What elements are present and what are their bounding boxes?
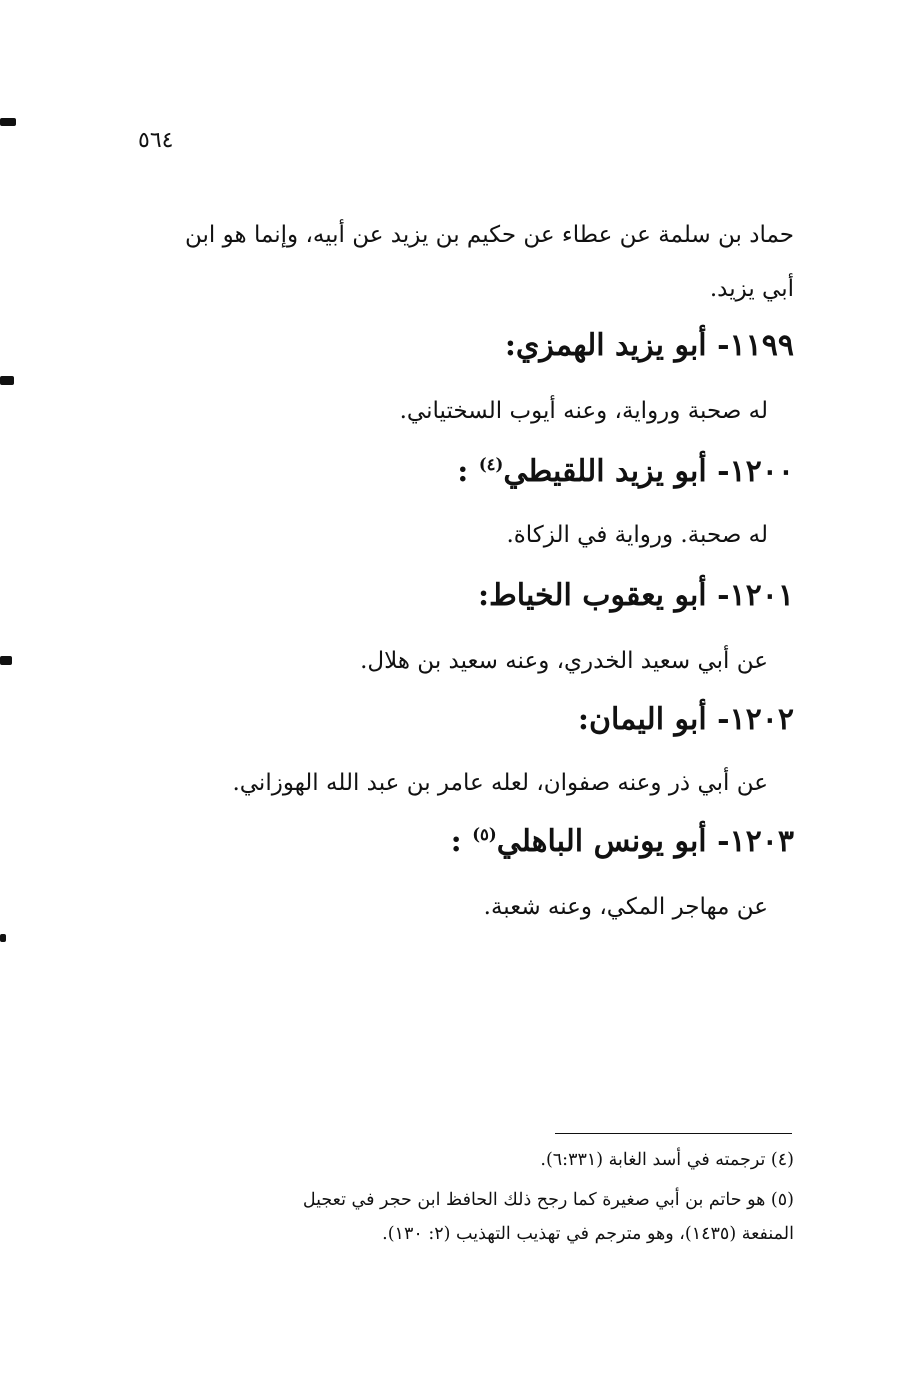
entry-text: عن أبي ذر وعنه صفوان، لعله عامر بن عبد الله الهوزاني. (232, 770, 768, 796)
entry-heading-label: ١٢٠٠- أبو يزيد اللقيطي (503, 454, 794, 489)
footnote-separator (555, 1133, 792, 1134)
entry-heading: ١١٩٩- أبو يزيد الهمزي: (504, 328, 794, 363)
footnote-4: (٤) ترجمته في أسد الغابة (٦:٣٣١). (540, 1150, 794, 1170)
footnote-ref: (٤) (478, 455, 504, 474)
scan-edge-mark (0, 934, 6, 942)
entry-heading: ١٢٠١- أبو يعقوب الخياط: (477, 578, 794, 613)
entry-text: له صحبة ورواية، وعنه أيوب السختياني. (399, 398, 768, 424)
scan-edge-mark (0, 656, 12, 665)
heading-colon: : (450, 824, 473, 859)
entry-heading-with-note (457, 454, 794, 489)
footnote-5-line-1: (٥) هو حاتم بن أبي صغيرة كما رجح ذلك الحافظ ابن حجر في تعجيل (302, 1190, 794, 1210)
entry-text: له صحبة. ورواية في الزكاة. (506, 522, 768, 548)
scan-edge-mark (0, 376, 14, 385)
entry-heading: ١٢٠٢- أبو اليمان: (577, 702, 794, 737)
footnote-5-line-2: المنفعة (١٤٣٥)، وهو مترجم في تهذيب التهذيب (٢: ١٣٠). (382, 1224, 794, 1244)
intro-line-1: حماد بن سلمة عن عطاء عن حكيم بن يزيد عن أبيه، وإنما هو ابن (185, 222, 794, 248)
page-number: ٥٦٤ (138, 128, 174, 153)
entry-text: عن أبي سعيد الخدري، وعنه سعيد بن هلال. (360, 648, 768, 674)
entry-heading-with-note (451, 824, 794, 859)
footnote-ref: (٥) (472, 825, 497, 844)
intro-line-2: أبي يزيد. (709, 276, 794, 302)
entry-heading-label: ١٢٠٣- أبو يونس الباهلي (496, 824, 794, 859)
scan-edge-mark (0, 118, 16, 126)
entry-text: عن مهاجر المكي، وعنه شعبة. (483, 894, 768, 920)
heading-colon: : (457, 454, 479, 489)
